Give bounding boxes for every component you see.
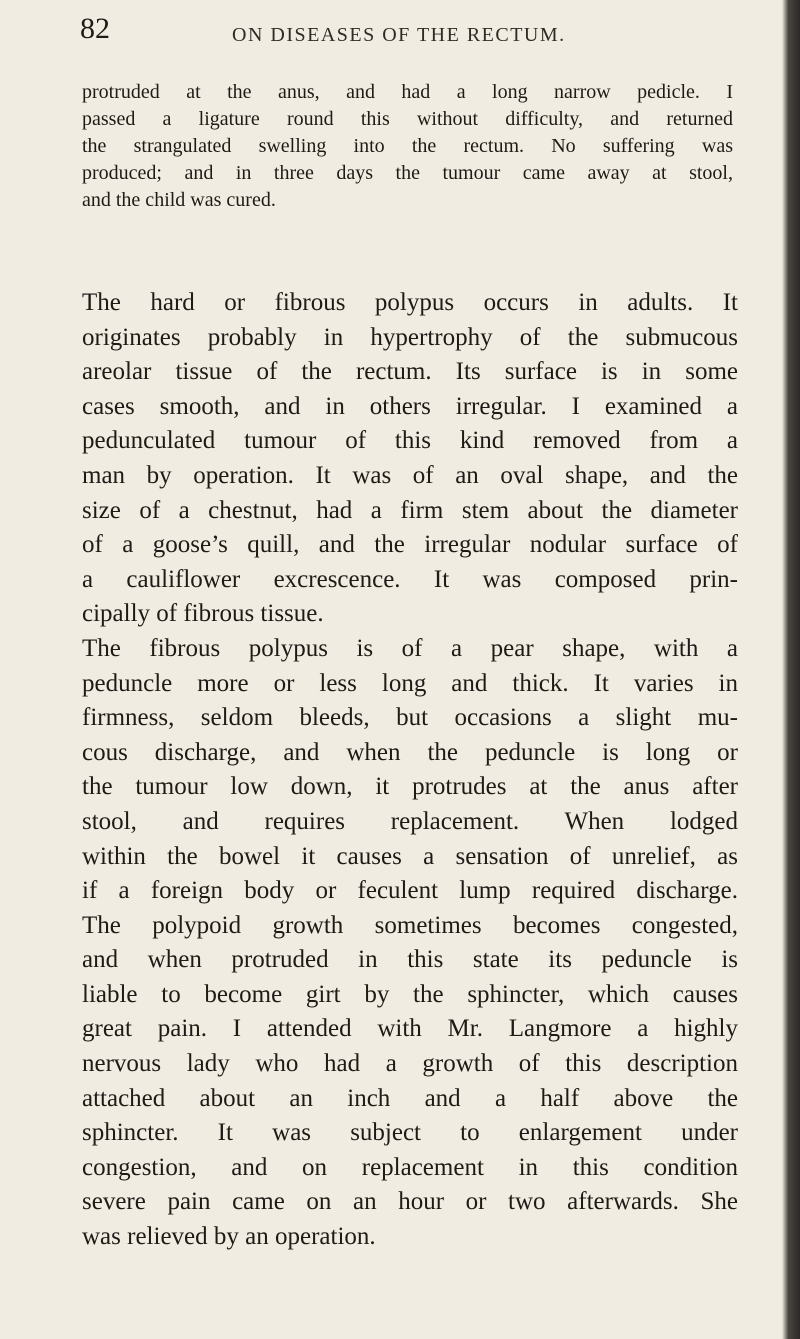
text-line: The hard or fibrous polypus occurs in adults. It [82, 289, 738, 316]
text-line: liable to become girt by the sphincter, which causes [82, 980, 738, 1008]
text-line: pedunculated tumour of this kind removed from a [82, 427, 738, 455]
text-line: cases smooth, and in others irregular. I examined a [82, 392, 738, 420]
text-line: produced; and in three days the tumour came away at stool, [82, 162, 733, 184]
text-line: sphincter. It was subject to enlargement under [82, 1119, 738, 1147]
text-line: size of a chestnut, had a firm stem about the diameter [82, 496, 738, 524]
running-title: ON DISEASES OF THE RECTUM. [232, 24, 566, 46]
text-line: protruded at the anus, and had a long narrow pedicle. I [82, 81, 733, 103]
text-line: The polypoid growth sometimes becomes congested, [82, 911, 738, 939]
text-line: cipally of fibrous tissue. [82, 600, 324, 628]
paragraph-continued [82, 79, 733, 214]
text-line: originates probably in hypertrophy of the submucous [82, 323, 738, 351]
paragraph-hard-polypus [82, 286, 738, 632]
text-line: and when protruded in this state its peduncle is [82, 946, 738, 974]
text-line: passed a ligature round this without difficulty, and returned [82, 108, 733, 130]
text-line: great pain. I attended with Mr. Langmore a highly [82, 1015, 738, 1043]
text-line: and the child was cured. [82, 189, 276, 211]
text-line: if a foreign body or feculent lump required discharge. [82, 877, 738, 905]
paragraph-fibrous-polypus [82, 632, 738, 1255]
text-line: cous discharge, and when the peduncle is long or [82, 738, 738, 766]
text-line: firmness, seldom bleeds, but occasions a slight mu- [82, 704, 738, 732]
text-line: attached about an inch and a half above the [82, 1084, 738, 1112]
text-line: peduncle more or less long and thick. It varies in [82, 669, 738, 697]
text-line: was relieved by an operation. [82, 1223, 376, 1251]
text-line: severe pain came on an hour or two afterwards. She [82, 1188, 738, 1216]
text-line: the tumour low down, it protrudes at the anus after [82, 773, 738, 801]
text-line: nervous lady who had a growth of this description [82, 1050, 738, 1078]
text-line: within the bowel it causes a sensation of unrelief, as [82, 842, 738, 870]
text-line: areolar tissue of the rectum. Its surface is in some [82, 358, 738, 386]
text-line: The fibrous polypus is of a pear shape, with a [82, 634, 738, 662]
page-number: 82 [80, 12, 110, 45]
text-line: a cauliflower excrescence. It was composed prin- [82, 565, 738, 593]
body-text [82, 286, 738, 1255]
page-edge-shadow [782, 0, 800, 1339]
text-line: man by operation. It was of an oval shape, and the [82, 461, 738, 489]
text-line: the strangulated swelling into the rectum. No suffering was [82, 135, 733, 157]
text-line: of a goose’s quill, and the irregular nodular surface of [82, 531, 738, 559]
text-line: congestion, and on replacement in this condition [82, 1153, 738, 1181]
text-line: stool, and requires replacement. When lodged [82, 807, 738, 835]
